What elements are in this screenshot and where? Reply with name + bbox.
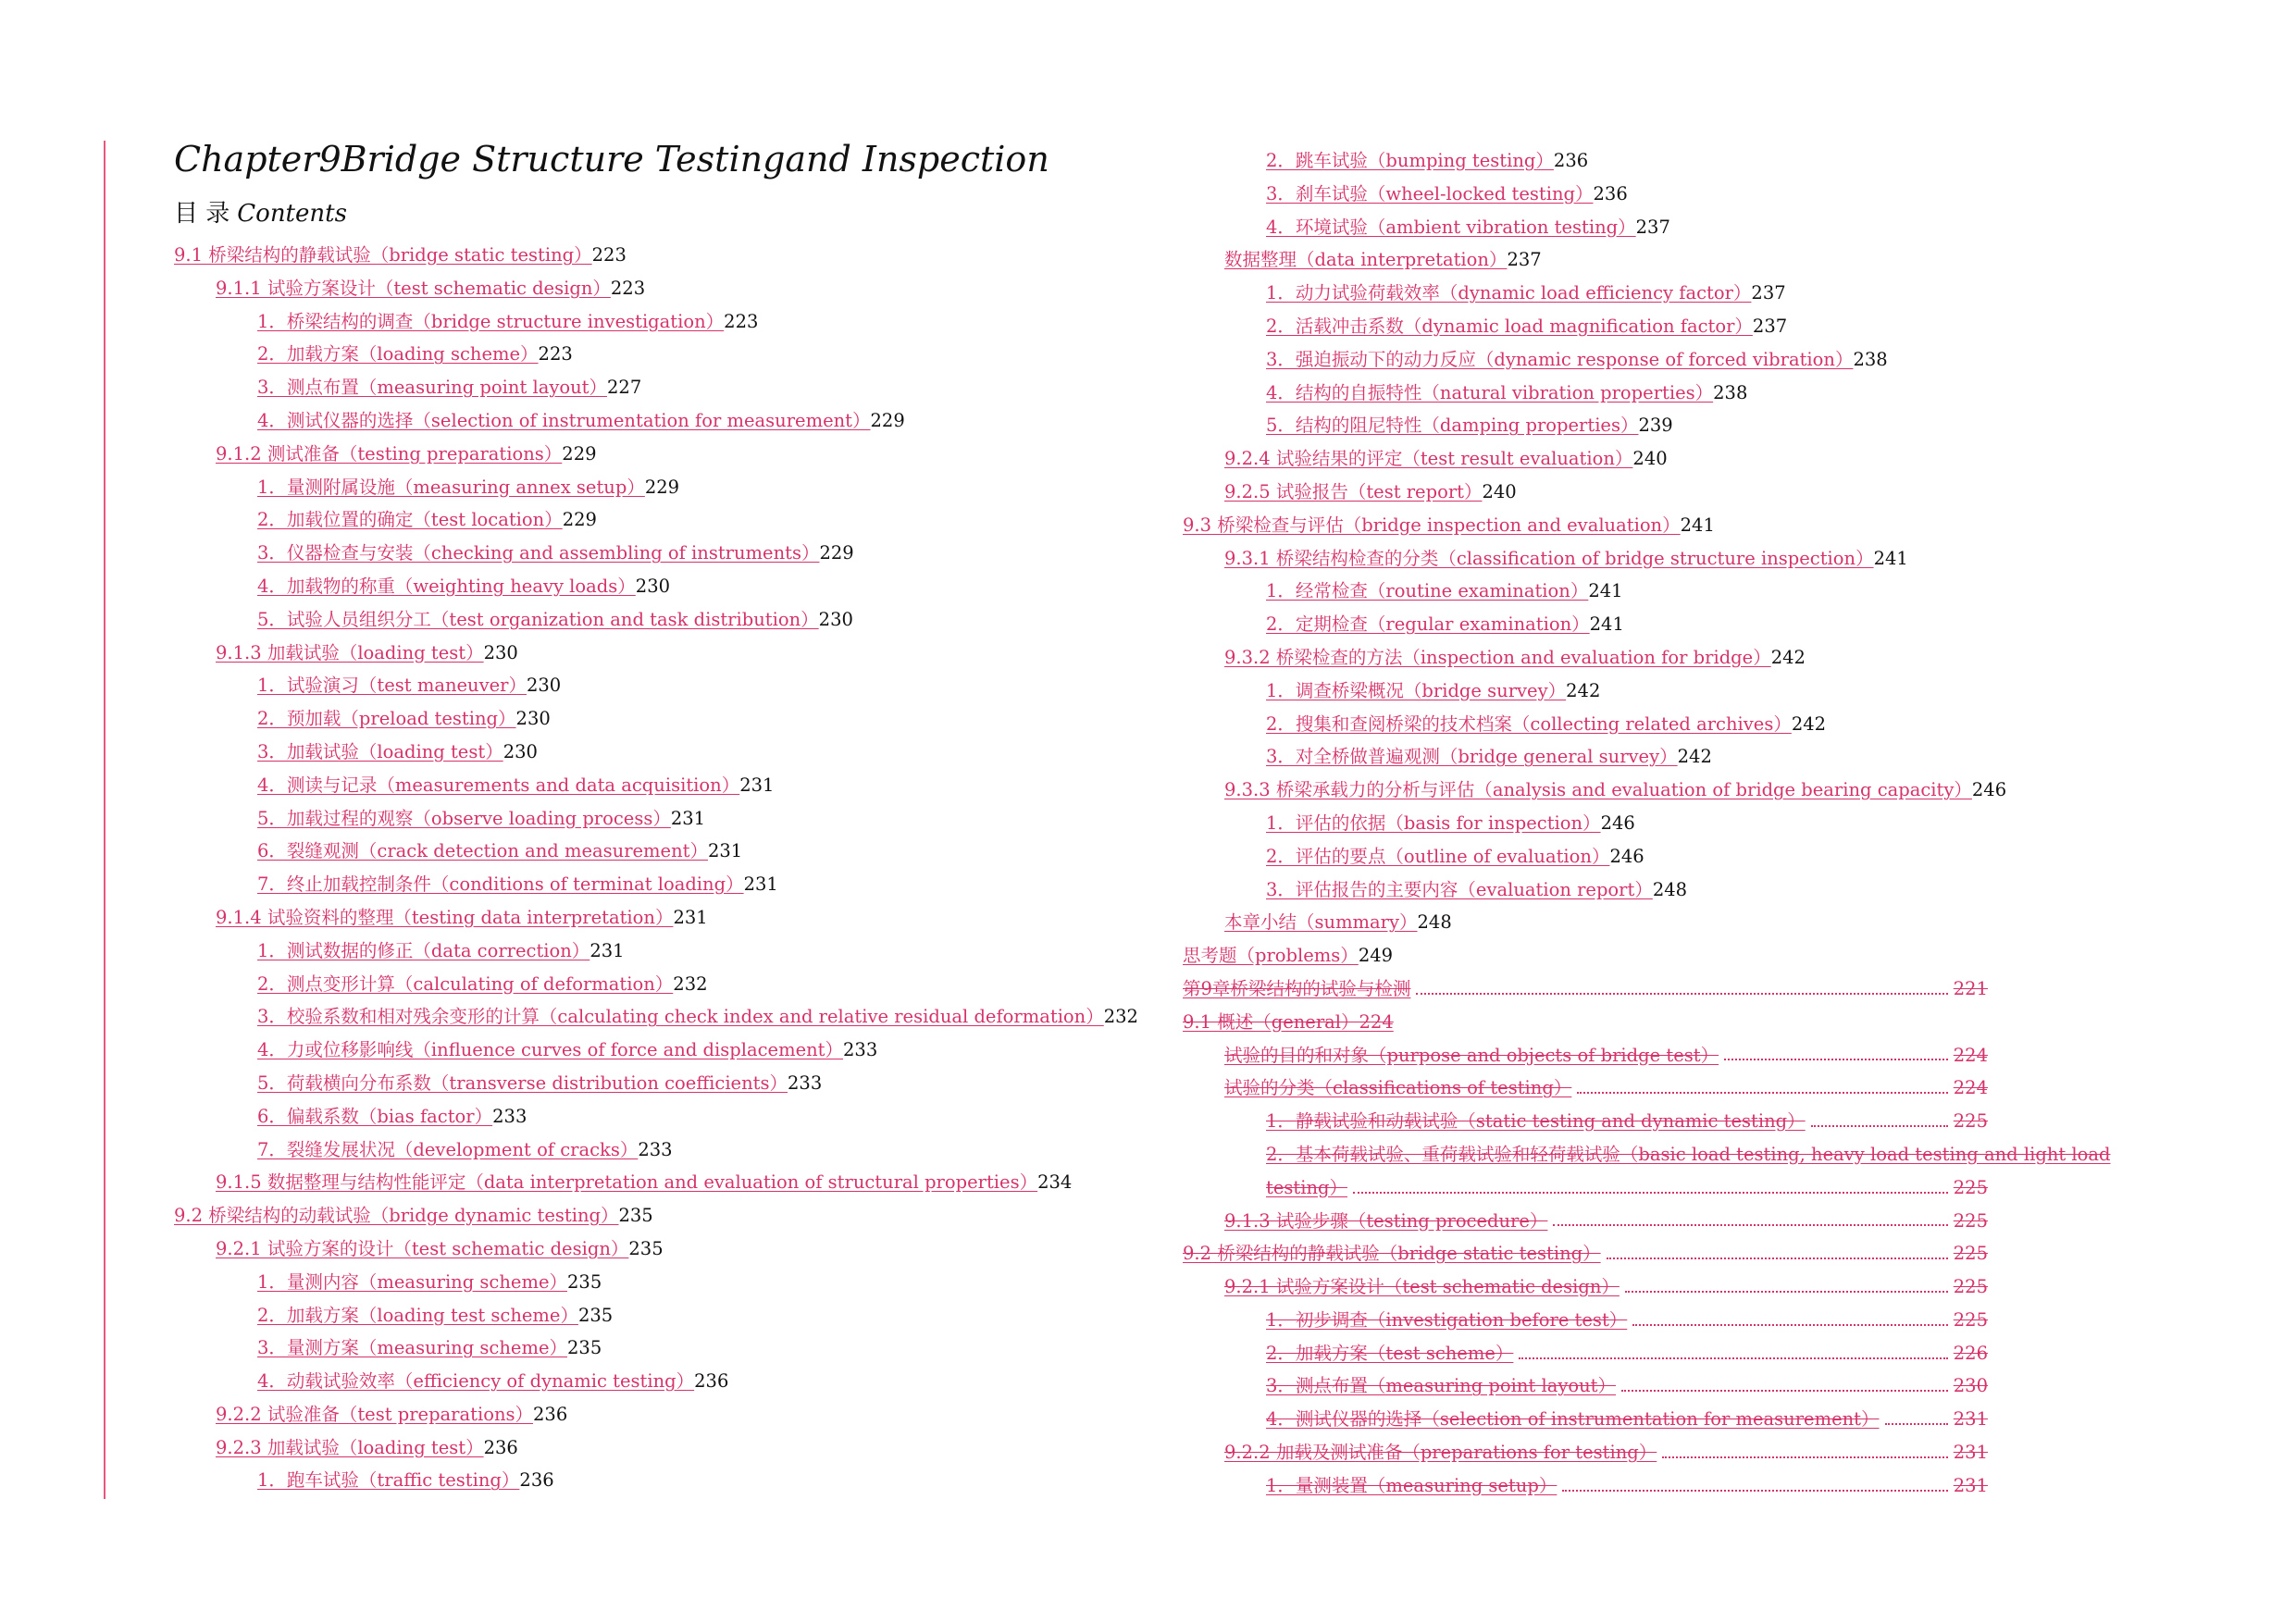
toc-entry xyxy=(174,1000,1138,1034)
toc-entry xyxy=(174,338,1138,371)
document-title: Chapter9Bridge Structure Testingand Inspection xyxy=(174,139,1049,180)
toc-entry-link[interactable]: 6．偏载系数（bias factor） xyxy=(257,1105,493,1127)
toc-page-number: 234 xyxy=(1037,1171,1073,1194)
toc-entry xyxy=(1183,442,2099,476)
toc-entry-link[interactable]: 5．结构的阻尼特性（damping properties） xyxy=(1266,415,1639,437)
toc-page-number: 231 xyxy=(1953,1474,1988,1496)
toc-entry xyxy=(174,1266,1138,1299)
toc-entry-link[interactable]: 4．测试仪器的选择（selection of instrumentation for measurement） xyxy=(257,409,871,431)
toc-entry xyxy=(174,503,1138,537)
toc-entry xyxy=(174,868,1138,901)
toc-entry-link[interactable]: 9.1.3 试验步骤（testing procedure） xyxy=(1224,1209,1548,1232)
toc-page-number: 236 xyxy=(483,1436,518,1458)
toc-entry-struck xyxy=(1183,1039,1988,1072)
toc-page-number: 230 xyxy=(526,675,562,697)
toc-entry-link[interactable]: 2．跳车试验（bumping testing） xyxy=(1266,150,1554,171)
toc-entry xyxy=(174,371,1138,404)
toc-page-number: 223 xyxy=(538,343,573,365)
toc-entry-link[interactable]: 9.1.4 试验资料的整理（testing data interpretation） xyxy=(216,906,674,928)
toc-page-number: 231 xyxy=(743,873,778,896)
toc-entry xyxy=(1183,310,2099,343)
toc-page-number: 229 xyxy=(562,442,597,465)
toc-entry xyxy=(1183,608,2099,641)
toc-page-number: 242 xyxy=(1770,646,1806,668)
toc-entry xyxy=(174,835,1138,868)
toc-entry-link[interactable]: testing） xyxy=(1266,1176,1347,1198)
toc-entry-link[interactable]: 2．定期检查（regular examination） xyxy=(1266,613,1590,636)
toc-entry xyxy=(174,404,1138,438)
toc-entry xyxy=(1183,343,2099,377)
toc-page-number: 223 xyxy=(591,244,627,266)
toc-entry xyxy=(1183,641,2099,675)
toc-entry-link[interactable]: 9.2.1 试验方案设计（test schematic design） xyxy=(1224,1276,1620,1298)
toc-entry-link[interactable]: 2．加载方案（loading scheme） xyxy=(257,343,539,365)
toc-entry-link[interactable]: 9.1.1 试验方案设计（test schematic design） xyxy=(216,277,611,299)
toc-entry-struck xyxy=(1183,973,1988,1006)
toc-page-number: 233 xyxy=(788,1072,823,1094)
toc-entry-link[interactable]: 9.1 桥梁结构的静载试验（bridge static testing） xyxy=(174,244,592,266)
toc-page-number: 232 xyxy=(1103,1006,1138,1028)
toc-right-column xyxy=(1183,144,2111,1503)
toc-entry-link[interactable]: 试验的分类（classifications of testing） xyxy=(1224,1077,1572,1099)
toc-entry-link[interactable]: 1．测试数据的修正（data correction） xyxy=(257,939,590,961)
toc-entry-link[interactable]: 3．校验系数和相对残余变形的计算（calculating check index and relative residual deformation） xyxy=(257,1006,1104,1028)
toc-page-number: 224 xyxy=(1953,1044,1988,1066)
toc-entry xyxy=(174,802,1138,836)
toc-entry-link[interactable]: 5．荷载横向分布系数（transverse distribution coefficients） xyxy=(257,1072,788,1094)
toc-page-number: 235 xyxy=(577,1304,614,1326)
toc-entry xyxy=(174,1464,1138,1497)
toc-entry-struck xyxy=(1183,1270,1988,1304)
toc-page-number: 225 xyxy=(1953,1276,1988,1298)
toc-entry-link[interactable]: 6．裂缝观测（crack detection and measurement） xyxy=(257,840,708,862)
toc-dot-leader xyxy=(1416,993,1947,995)
toc-entry-link[interactable]: 2．加载方案（test scheme） xyxy=(1266,1342,1514,1364)
toc-entry-link[interactable]: 9.2.2 试验准备（test preparations） xyxy=(216,1403,534,1425)
toc-entry xyxy=(1183,840,2099,873)
toc-entry-link[interactable]: 4．测读与记录（measurements and data acquisition） xyxy=(257,774,740,796)
toc-entry xyxy=(174,438,1138,471)
toc-page-number: 231 xyxy=(707,840,743,862)
toc-page-number: 224 xyxy=(1953,1077,1988,1099)
toc-page-number: 242 xyxy=(1791,712,1827,735)
toc-entry xyxy=(174,702,1138,736)
toc-entry xyxy=(1183,675,2099,708)
contents-heading xyxy=(174,194,347,229)
toc-entry-link[interactable]: 9.2 桥梁结构的动载试验（bridge dynamic testing） xyxy=(174,1205,619,1227)
toc-page-number: 230 xyxy=(503,740,538,762)
toc-entry-link[interactable]: 9.2.3 加载试验（loading test） xyxy=(216,1436,484,1458)
toc-entry-struck xyxy=(1183,1138,2111,1171)
toc-dot-leader xyxy=(1607,1258,1948,1259)
toc-page-number: 240 xyxy=(1482,480,1517,502)
toc-entry-link[interactable]: 4．加载物的称重（weighting heavy loads） xyxy=(257,575,636,597)
toc-entry xyxy=(174,471,1138,504)
toc-page-number: 229 xyxy=(870,409,905,431)
toc-entry xyxy=(174,1067,1138,1100)
toc-page-number: 233 xyxy=(638,1138,673,1160)
toc-entry-link[interactable]: 4．测试仪器的选择（selection of instrumentation for measurement） xyxy=(1266,1408,1880,1431)
toc-entry-struck xyxy=(1183,1436,1988,1469)
margin-rule xyxy=(104,141,105,1499)
toc-entry xyxy=(1183,807,2099,840)
toc-entry xyxy=(174,1332,1138,1365)
toc-entry-struck xyxy=(1183,1237,1988,1270)
toc-entry xyxy=(1183,377,2099,410)
toc-page-number: 233 xyxy=(492,1105,527,1127)
toc-page-number: 236 xyxy=(1553,150,1589,171)
toc-entry-link[interactable]: 5．试验人员组织分工（test organization and task distribution） xyxy=(257,608,819,630)
toc-page-number: 246 xyxy=(1609,845,1644,867)
toc-dot-leader xyxy=(1632,1324,1947,1326)
toc-page-number: 230 xyxy=(635,575,671,597)
toc-entry xyxy=(1183,873,2099,907)
toc-entry xyxy=(1183,509,2099,542)
toc-entry-link[interactable]: 3．对全桥做普遍观测（bridge general survey） xyxy=(1266,746,1678,768)
toc-page-number: 225 xyxy=(1953,1110,1988,1133)
toc-page-number: 241 xyxy=(1588,580,1623,602)
toc-entry-link[interactable]: 4．力或位移影响线（influence curves of force and displacement） xyxy=(257,1039,844,1061)
toc-dot-leader xyxy=(1811,1125,1948,1127)
toc-page-number: 248 xyxy=(1417,911,1452,934)
toc-entry-link[interactable]: 3．测点布置（measuring point layout） xyxy=(257,377,607,399)
toc-entry xyxy=(174,239,1138,272)
toc-dot-leader xyxy=(1724,1059,1948,1060)
toc-entry xyxy=(174,901,1138,935)
toc-entry xyxy=(1183,243,2099,277)
toc-page-number: 225 xyxy=(1953,1243,1988,1265)
toc-entry xyxy=(174,1233,1138,1266)
toc-entry-link[interactable]: 2．评估的要点（outline of evaluation） xyxy=(1266,845,1610,867)
toc-entry-link[interactable]: 1．量测内容（measuring scheme） xyxy=(257,1270,567,1293)
toc-entry-struck xyxy=(1183,1337,1988,1370)
toc-entry xyxy=(1183,708,2099,741)
toc-entry-link[interactable]: 7．裂缝发展状况（development of cracks） xyxy=(257,1138,639,1160)
toc-entry xyxy=(174,669,1138,702)
toc-entry-struck xyxy=(1183,1006,1988,1039)
toc-entry-link[interactable]: 5．加载过程的观察（observe loading process） xyxy=(257,807,671,829)
toc-entry-link[interactable]: 9.2.5 试验报告（test report） xyxy=(1224,480,1483,502)
toc-entry-link[interactable]: 本章小结（summary） xyxy=(1224,911,1418,934)
toc-page-number: 226 xyxy=(1953,1342,1988,1364)
toc-entry-link[interactable]: 2．加载方案（loading test scheme） xyxy=(257,1304,578,1326)
toc-entry xyxy=(174,272,1138,305)
toc-page-number: 235 xyxy=(567,1270,602,1293)
toc-entry-struck xyxy=(1183,1105,1988,1138)
toc-entry-link[interactable]: 试验的目的和对象（purpose and objects of bridge test） xyxy=(1224,1044,1719,1066)
toc-entry-link[interactable]: 7．终止加载控制条件（conditions of terminat loading） xyxy=(257,873,744,896)
toc-page-number: 235 xyxy=(618,1205,653,1227)
toc-entry-link[interactable]: 4．结构的自振特性（natural vibration properties） xyxy=(1266,381,1714,403)
toc-entry-link[interactable]: 2．加载位置的确定（test location） xyxy=(257,509,563,531)
toc-entry xyxy=(1183,144,2099,178)
toc-page-number: 241 xyxy=(1873,547,1908,569)
toc-entry-link[interactable]: 思考题（problems） xyxy=(1183,945,1359,967)
toc-page-number: 238 xyxy=(1713,381,1748,403)
toc-entry-link[interactable]: 1．经常检查（routine examination） xyxy=(1266,580,1589,602)
toc-entry-link[interactable]: 1．量测附属设施（measuring annex setup） xyxy=(257,476,645,498)
toc-entry-link[interactable]: 9.2 桥梁结构的静载试验（bridge static testing） xyxy=(1183,1243,1601,1265)
toc-entry xyxy=(174,537,1138,570)
toc-page-number: 232 xyxy=(673,973,708,995)
toc-entry xyxy=(174,570,1138,603)
toc-entry xyxy=(174,1365,1138,1398)
toc-page-number: 237 xyxy=(1635,216,1670,238)
toc-entry xyxy=(174,968,1138,1001)
toc-entry xyxy=(174,637,1138,670)
toc-entry-link[interactable]: 9.3.2 桥梁检查的方法（inspection and evaluation for bridge） xyxy=(1224,646,1771,668)
toc-page-number: 237 xyxy=(1751,282,1786,304)
toc-entry-link[interactable]: 9.3.1 桥梁结构检查的分类（classification of bridge structure inspection） xyxy=(1224,547,1874,569)
toc-entry-link[interactable]: 4．动载试验效率（efficiency of dynamic testing） xyxy=(257,1370,695,1393)
toc-entry-link[interactable]: 9.1.3 加载试验（loading test） xyxy=(216,641,484,663)
toc-entry xyxy=(1183,906,2099,939)
toc-entry-link[interactable]: 9.1.2 测试准备（testing preparations） xyxy=(216,442,563,465)
toc-entry-link[interactable]: 3．量测方案（measuring scheme） xyxy=(257,1337,567,1359)
toc-page-number: 237 xyxy=(1507,249,1542,271)
toc-entry-link[interactable]: 3．仪器检查与安装（checking and assembling of instruments） xyxy=(257,542,820,564)
toc-page-number: 229 xyxy=(644,476,680,498)
toc-page-number: 225 xyxy=(1953,1308,1988,1331)
toc-page-number: 227 xyxy=(607,377,642,399)
toc-page-number: 225 xyxy=(1953,1209,1988,1232)
toc-entry xyxy=(1183,476,2099,509)
toc-entry-link[interactable]: 2．基本荷载试验、重荷载试验和轻荷载试验（basic load testing, heavy load testing and light load xyxy=(1266,1143,2111,1165)
toc-entry-link[interactable]: 3．测点布置（measuring point layout） xyxy=(1266,1375,1616,1397)
toc-page-number: 235 xyxy=(628,1237,664,1259)
toc-entry-link[interactable]: 9.1 概述（general）224 xyxy=(1183,1010,1394,1033)
toc-page-number: 231 xyxy=(590,939,625,961)
toc-page-number: 246 xyxy=(1600,812,1635,834)
toc-page-number: 236 xyxy=(694,1370,729,1393)
toc-entry-link[interactable]: 1．跑车试验（traffic testing） xyxy=(257,1469,520,1492)
toc-page-number: 221 xyxy=(1953,977,1988,999)
toc-entry-link[interactable]: 2．搜集和查阅桥梁的技术档案（collecting related archives） xyxy=(1266,712,1792,735)
toc-entry xyxy=(174,769,1138,802)
toc-page-number: 231 xyxy=(1953,1408,1988,1431)
toc-page-number: 231 xyxy=(670,807,706,829)
toc-dot-leader xyxy=(1621,1390,1948,1392)
toc-entry-link[interactable]: 1．初步调查（investigation before test） xyxy=(1266,1308,1628,1331)
toc-page-number: 236 xyxy=(519,1469,554,1492)
toc-entry-link[interactable]: 第9章桥梁结构的试验与检测 xyxy=(1183,977,1411,999)
toc-page-number: 229 xyxy=(562,509,597,531)
toc-entry-struck xyxy=(1183,1469,1988,1503)
toc-entry-link[interactable]: 9.3 桥梁检查与评估（bridge inspection and evaluation） xyxy=(1183,514,1681,536)
toc-left-column xyxy=(174,239,1138,1497)
toc-page-number: 236 xyxy=(1593,182,1628,204)
toc-page-number: 240 xyxy=(1632,448,1668,470)
toc-entry-struck xyxy=(1183,1304,1988,1337)
toc-entry-link[interactable]: 9.2.1 试验方案的设计（test schematic design） xyxy=(216,1237,629,1259)
toc-entry xyxy=(174,1100,1138,1134)
toc-entry xyxy=(174,305,1138,339)
toc-page-number: 223 xyxy=(724,310,759,332)
toc-dot-leader xyxy=(1562,1490,1947,1492)
contents-heading-en: Contents xyxy=(237,200,347,228)
toc-entry-link[interactable]: 9.2.4 试验结果的评定（test result evaluation） xyxy=(1224,448,1633,470)
toc-page-number: 231 xyxy=(1953,1442,1988,1464)
toc-page-number: 230 xyxy=(818,608,853,630)
toc-page-number: 231 xyxy=(673,906,708,928)
toc-page-number: 229 xyxy=(819,542,854,564)
toc-entry-link[interactable]: 2．预加载（preload testing） xyxy=(257,708,516,730)
toc-entry-link[interactable]: 3．刹车试验（wheel-locked testing） xyxy=(1266,182,1594,204)
toc-entry-link[interactable]: 2．测点变形计算（calculating of deformation） xyxy=(257,973,674,995)
toc-entry xyxy=(174,1299,1138,1332)
toc-entry xyxy=(1183,211,2099,244)
toc-entry-struck xyxy=(1183,1171,1988,1205)
toc-entry xyxy=(174,1398,1138,1431)
toc-entry xyxy=(174,1431,1138,1465)
toc-entry xyxy=(1183,178,2099,211)
toc-dot-leader xyxy=(1625,1291,1948,1293)
toc-entry-link[interactable]: 3．评估报告的主要内容（evaluation report） xyxy=(1266,878,1653,900)
toc-page-number: 235 xyxy=(567,1337,602,1359)
toc-dot-leader xyxy=(1885,1423,1948,1425)
toc-entry-link[interactable]: 9.3.3 桥梁承载力的分析与评估（analysis and evaluation of bridge bearing capacity） xyxy=(1224,779,1972,801)
toc-entry-link[interactable]: 1．桥梁结构的调查（bridge structure investigation） xyxy=(257,310,725,332)
toc-entry-link[interactable]: 9.2.2 加载及测试准备（preparations for testing） xyxy=(1224,1442,1657,1464)
toc-entry xyxy=(1183,740,2099,774)
toc-page-number: 233 xyxy=(843,1039,878,1061)
toc-entry xyxy=(1183,409,2099,442)
toc-page-number: 241 xyxy=(1589,613,1624,636)
toc-entry-link[interactable]: 3．强迫振动下的动力反应（dynamic response of forced vibration） xyxy=(1266,348,1854,370)
toc-page-number: 230 xyxy=(483,641,518,663)
toc-entry xyxy=(174,603,1138,637)
toc-entry-struck xyxy=(1183,1072,1988,1105)
toc-page-number: 231 xyxy=(739,774,775,796)
toc-page-number: 236 xyxy=(533,1403,568,1425)
toc-page-number: 248 xyxy=(1652,878,1688,900)
toc-dot-leader xyxy=(1662,1456,1947,1458)
toc-page-number: 225 xyxy=(1953,1176,1988,1198)
toc-entry-link[interactable]: 2．活载冲击系数（dynamic load magnification factor） xyxy=(1266,315,1753,337)
toc-entry xyxy=(174,1034,1138,1067)
toc-entry-struck xyxy=(1183,1403,1988,1436)
toc-entry-link[interactable]: 1．评估的依据（basis for inspection） xyxy=(1266,812,1601,834)
toc-page-number: 230 xyxy=(515,708,551,730)
toc-dot-leader xyxy=(1577,1092,1947,1094)
toc-page-number: 242 xyxy=(1566,679,1601,701)
toc-entry-link[interactable]: 3．加载试验（loading test） xyxy=(257,740,503,762)
contents-heading-cn: 目 录 xyxy=(174,200,230,228)
toc-entry-link[interactable]: 1．试验演习（test maneuver） xyxy=(257,675,527,697)
toc-page-number: 230 xyxy=(1953,1375,1988,1397)
toc-dot-leader xyxy=(1519,1357,1947,1359)
toc-entry xyxy=(174,1166,1138,1199)
toc-entry-link[interactable]: 数据整理（data interpretation） xyxy=(1224,249,1508,271)
toc-entry-struck xyxy=(1183,1205,1988,1238)
toc-entry-link[interactable]: 1．动力试验荷载效率（dynamic load efficiency factor） xyxy=(1266,282,1752,304)
toc-page-number: 246 xyxy=(1971,779,2007,801)
toc-entry xyxy=(174,1199,1138,1233)
toc-entry-struck xyxy=(1183,1369,1988,1403)
toc-entry xyxy=(174,1134,1138,1167)
toc-dot-leader xyxy=(1353,1192,1948,1194)
toc-page-number: 238 xyxy=(1853,348,1888,370)
toc-entry-link[interactable]: 4．环境试验（ambient vibration testing） xyxy=(1266,216,1636,238)
toc-entry xyxy=(1183,575,2099,608)
toc-entry-link[interactable]: 1．静载试验和动载试验（static testing and dynamic testing） xyxy=(1266,1110,1806,1133)
toc-page-number: 242 xyxy=(1677,746,1712,768)
toc-entry xyxy=(1183,542,2099,576)
toc-entry xyxy=(1183,277,2099,310)
toc-entry xyxy=(174,935,1138,968)
toc-entry-link[interactable]: 1．量测装置（measuring setup） xyxy=(1266,1474,1558,1496)
toc-entry-link[interactable]: 1．调查桥梁概况（bridge survey） xyxy=(1266,679,1567,701)
toc-entry xyxy=(174,736,1138,769)
toc-entry xyxy=(1183,939,2099,973)
toc-entry-link[interactable]: 9.1.5 数据整理与结构性能评定（data interpretation and evaluation of structural properties） xyxy=(216,1171,1038,1194)
toc-page-number: 249 xyxy=(1358,945,1394,967)
toc-page-number: 237 xyxy=(1752,315,1788,337)
toc-page-number: 241 xyxy=(1680,514,1715,536)
toc-page-number: 239 xyxy=(1638,415,1673,437)
toc-dot-leader xyxy=(1553,1224,1947,1226)
toc-entry xyxy=(1183,774,2099,807)
toc-page-number: 223 xyxy=(610,277,646,299)
